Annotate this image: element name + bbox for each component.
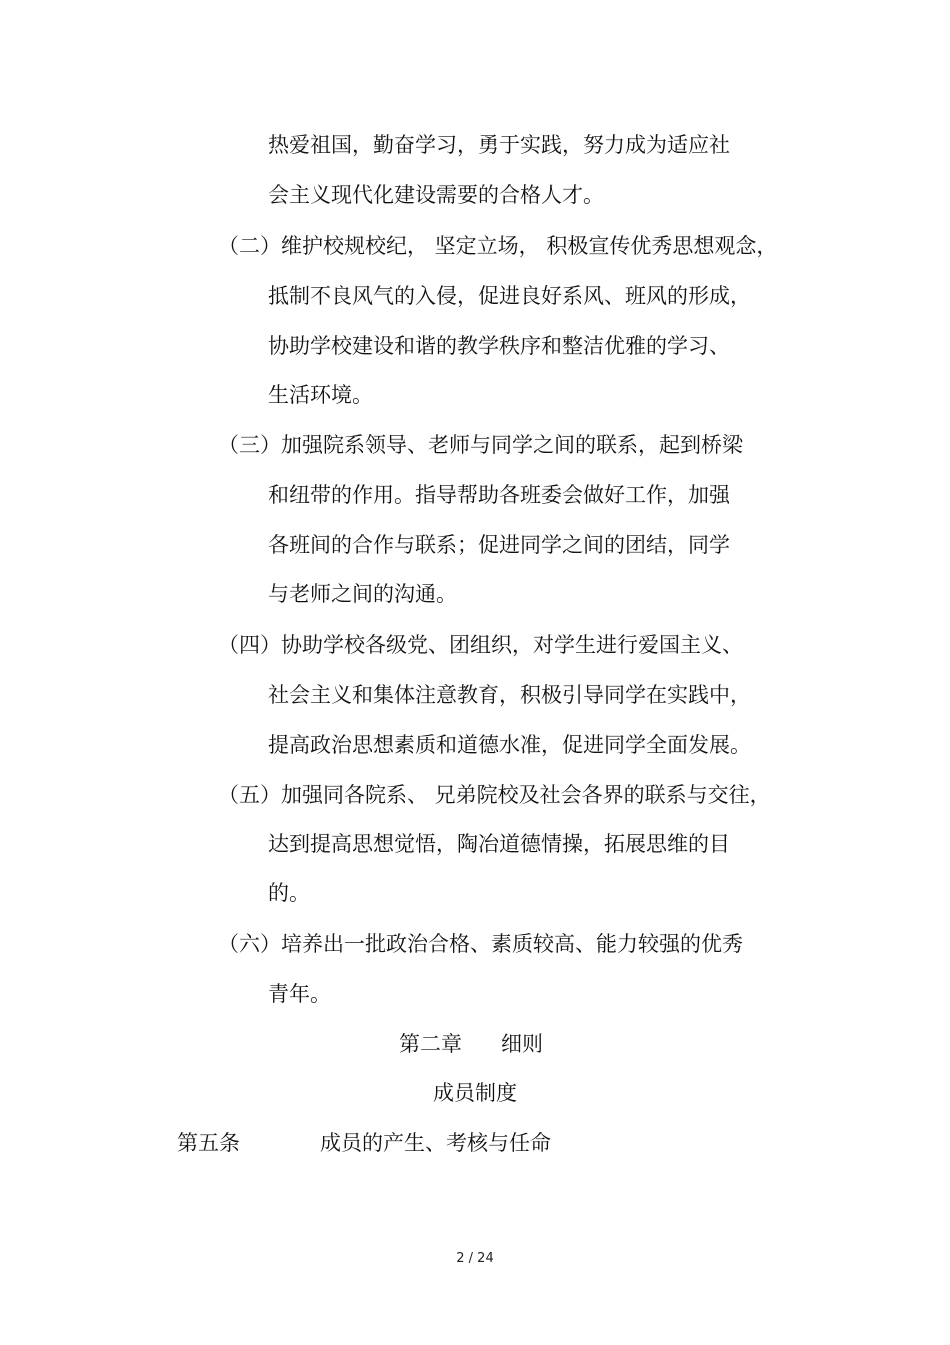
page-number: 2 / 24	[456, 1251, 494, 1266]
body-line-4: 抵制不良风气的入侵，促进良好系风、班风的形成，	[268, 284, 751, 308]
section-title: 成员制度	[433, 1081, 517, 1105]
body-line-12: 社会主义和集体注意教育，积极引导同学在实践中，	[268, 683, 751, 707]
body-line-1: 热爱祖国，勤奋学习，勇于实践，努力成为适应社	[268, 133, 730, 157]
body-line-8: 和纽带的作用。指导帮助各班委会做好工作，加强	[268, 483, 730, 507]
article-number: 第五条	[177, 1131, 240, 1155]
body-line-5: 协助学校建设和谐的教学秩序和整洁优雅的学习、	[268, 334, 730, 358]
body-line-10: 与老师之间的沟通。	[268, 582, 457, 606]
body-line-3: （二）维护校规校纪， 坚定立场， 积极宣传优秀思想观念，	[218, 234, 778, 258]
article-title: 成员的产生、考核与任命	[320, 1131, 551, 1155]
body-line-13: 提高政治思想素质和道德水准，促进同学全面发展。	[268, 733, 751, 757]
body-line-15: 达到提高思想觉悟，陶冶道德情操，拓展思维的目	[268, 832, 730, 856]
body-line-18: 青年。	[268, 982, 331, 1006]
body-line-2: 会主义现代化建设需要的合格人才。	[268, 183, 604, 207]
body-line-11: （四）协助学校各级党、团组织，对学生进行爱国主义、	[218, 633, 743, 657]
body-line-6: 生活环境。	[268, 383, 373, 407]
chapter-title: 第二章	[399, 1032, 462, 1056]
body-line-14: （五）加强同各院系、 兄弟院校及社会各界的联系与交往，	[218, 783, 771, 807]
chapter-subtitle: 细则	[501, 1032, 543, 1056]
body-line-16: 的。	[268, 881, 310, 905]
body-line-7: （三）加强院系领导、老师与同学之间的联系，起到桥梁	[218, 433, 743, 457]
body-line-9: 各班间的合作与联系；促进同学之间的团结，同学	[268, 533, 730, 557]
body-line-17: （六）培养出一批政治合格、素质较高、能力较强的优秀	[218, 932, 743, 956]
